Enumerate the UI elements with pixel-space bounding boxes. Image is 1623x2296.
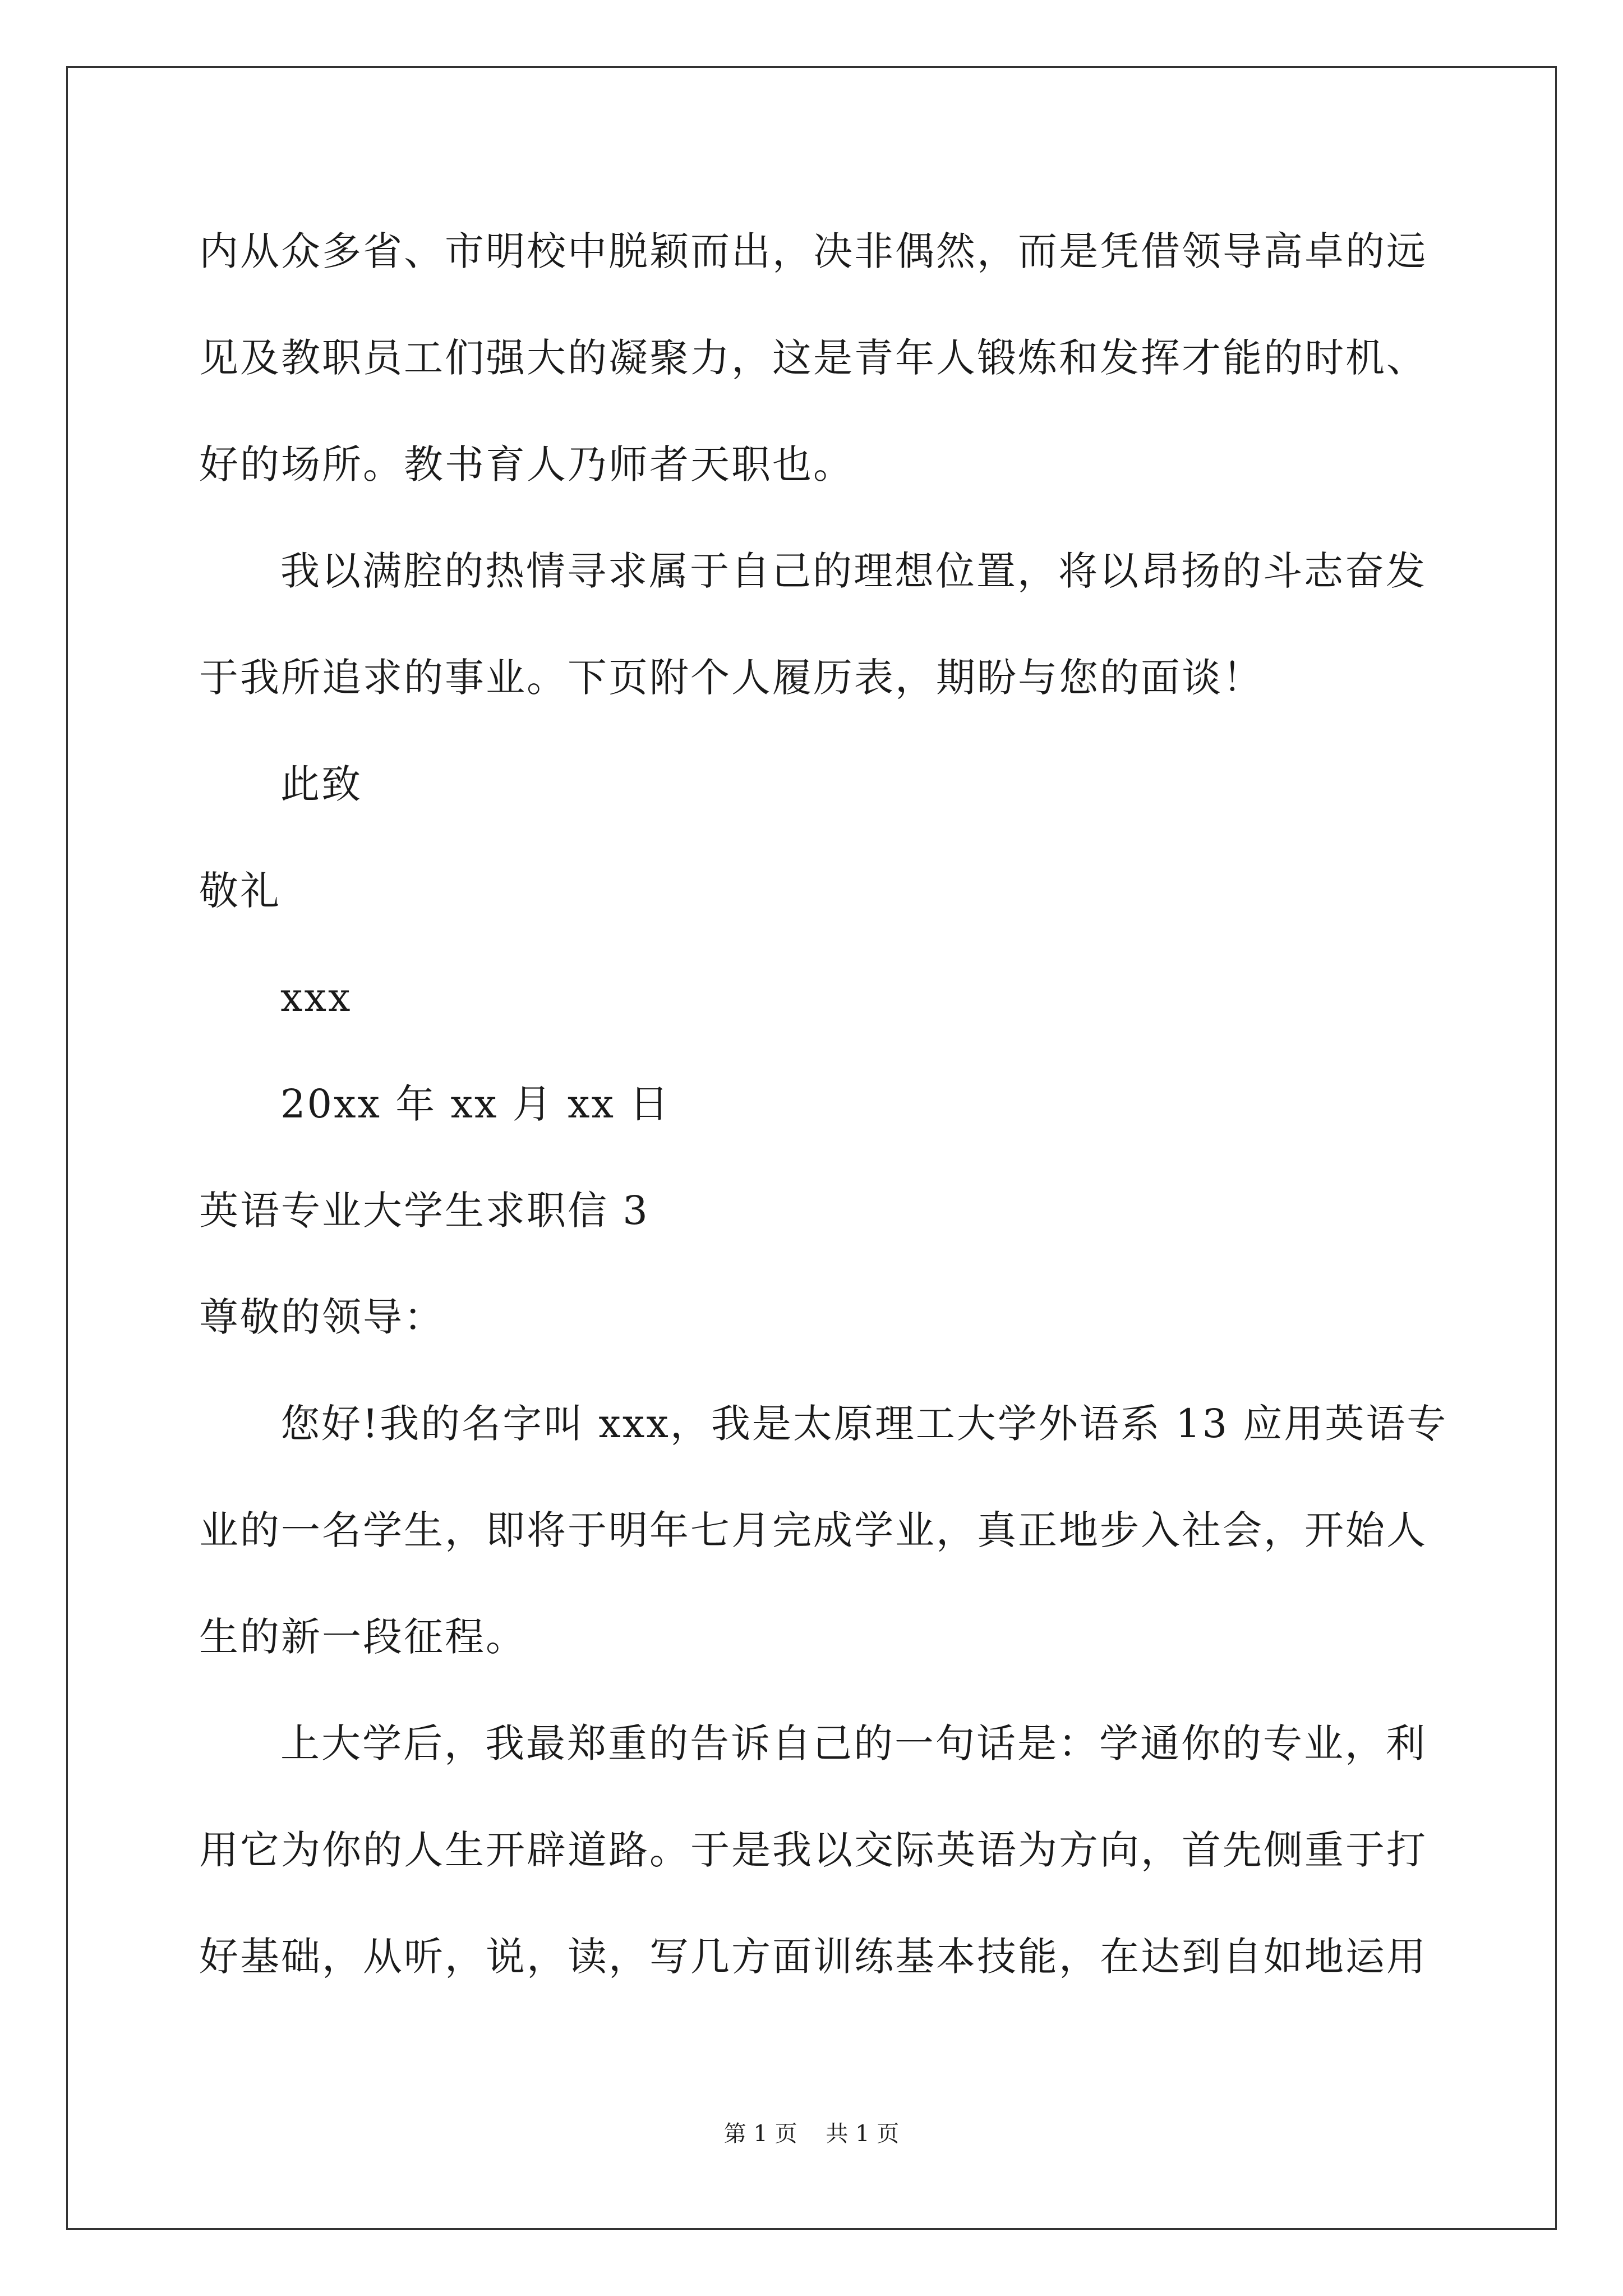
- signature-date: 20xx 年 xx 月 xx 日: [280, 1081, 671, 1127]
- paragraph-start: 我以满腔的热情寻求属于自己的理想位置，将以昂扬的斗志奋发: [280, 548, 1427, 594]
- text-line: 于我所追求的事业。下页附个人履历表，期盼与您的面谈！: [199, 655, 1264, 701]
- text-line: 好的场所。教书育人乃师者天职也。: [199, 441, 854, 487]
- paragraph-start: 您好!我的名字叫 xxx，我是太原理工大学外语系 13 应用英语专: [280, 1401, 1448, 1447]
- paragraph-start: 上大学后，我最郑重的告诉自己的一句话是：学通你的专业，利: [280, 1720, 1427, 1766]
- signature-name: xxx: [280, 974, 352, 1020]
- greeting: 尊敬的领导：: [199, 1294, 445, 1340]
- salutation-regards: 敬礼: [199, 868, 281, 914]
- text-line: 内从众多省、市明校中脱颖而出，决非偶然，而是凭借领导高卓的远: [199, 228, 1427, 274]
- text-line: 业的一名学生，即将于明年七月完成学业，真正地步入社会，开始人: [199, 1507, 1427, 1553]
- text-line: 生的新一段征程。: [199, 1614, 527, 1660]
- page-number-footer: 第 1 页 共 1 页: [723, 2121, 900, 2147]
- text-line: 见及教职员工们强大的凝聚力，这是青年人锻炼和发挥才能的时机、: [199, 335, 1427, 381]
- closing-phrase: 此致: [280, 761, 362, 807]
- text-line: 好基础，从听，说，读，写几方面训练基本技能，在达到自如地运用: [199, 1934, 1427, 1980]
- text-line: 用它为你的人生开辟道路。于是我以交际英语为方向，首先侧重于打: [199, 1827, 1427, 1873]
- page-border: [66, 66, 1557, 2230]
- section-title: 英语专业大学生求职信 3: [199, 1188, 649, 1234]
